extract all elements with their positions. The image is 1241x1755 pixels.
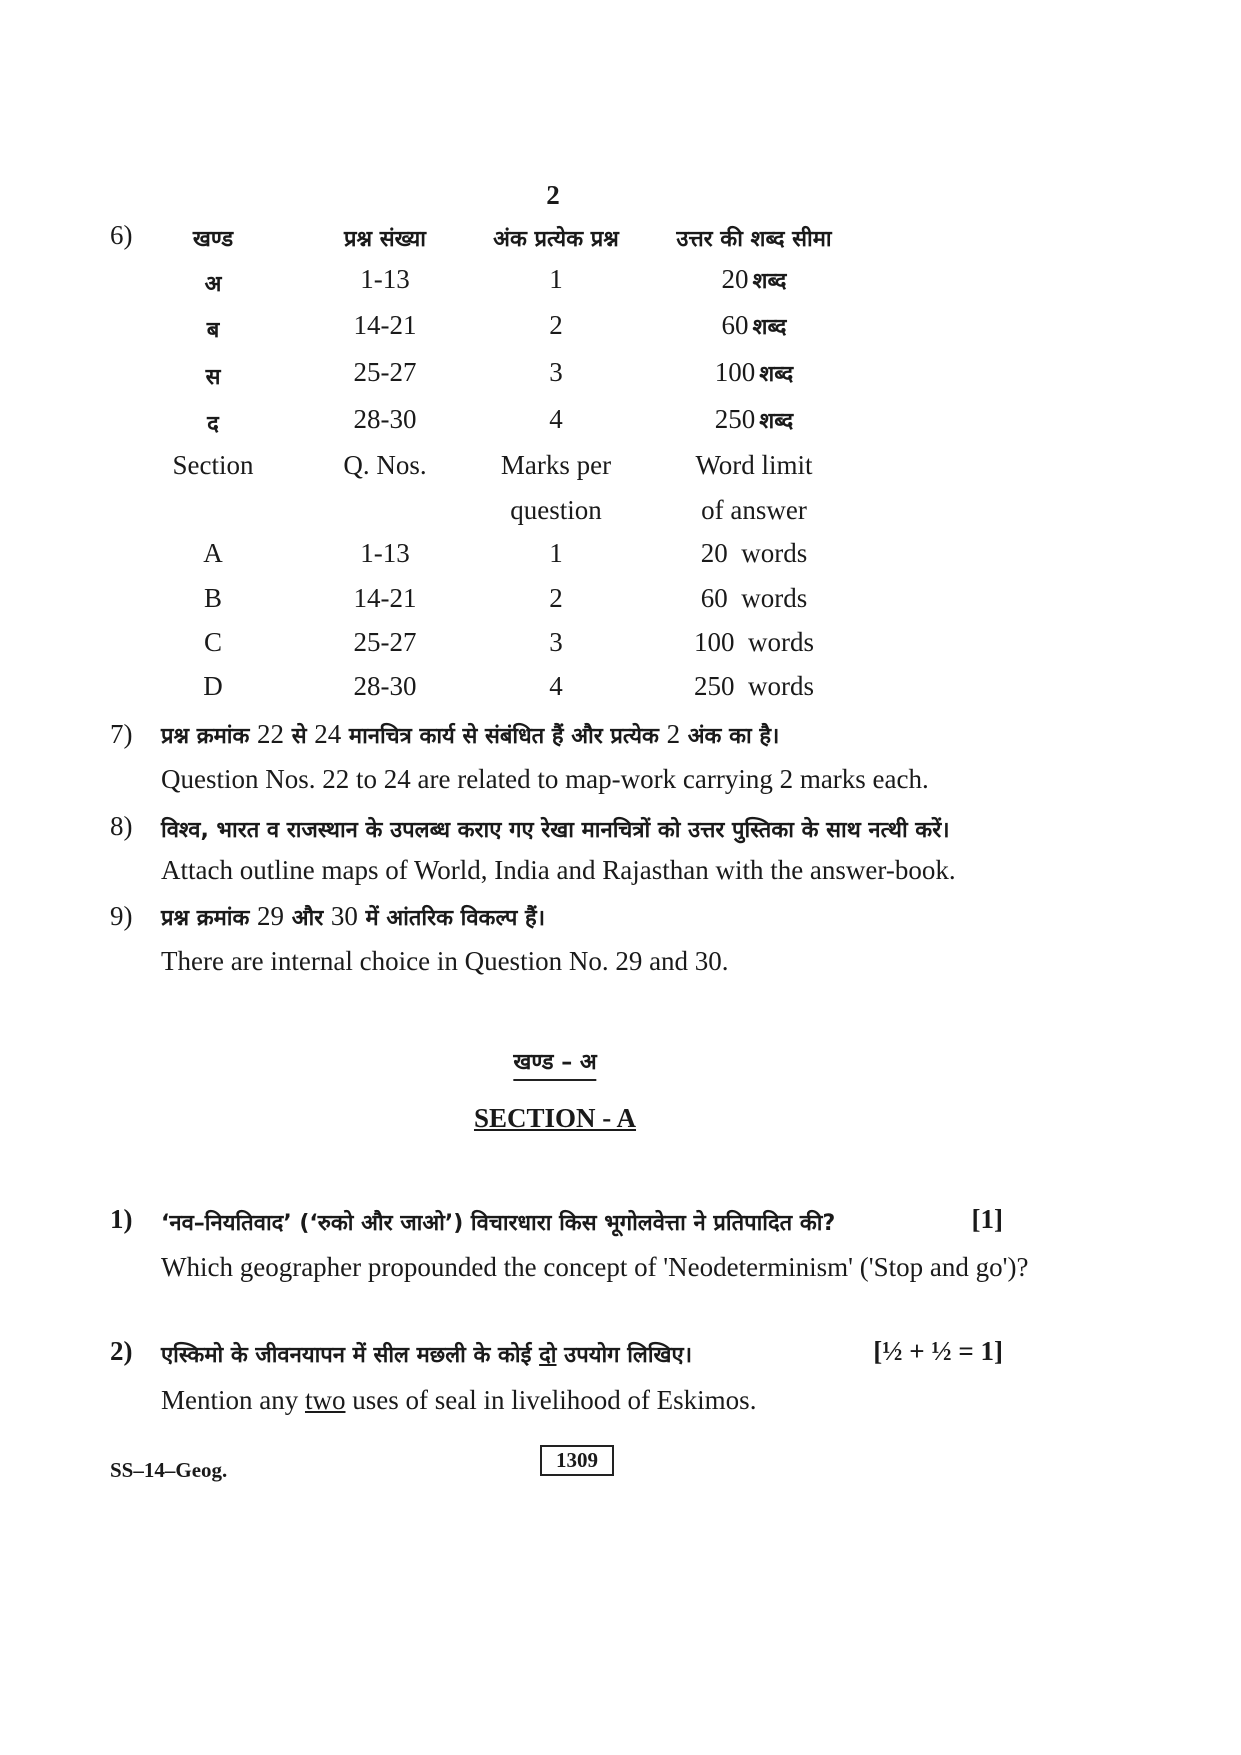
paper-code: SS–14–Geog. (110, 1458, 228, 1482)
hi-row-marks: 1 (549, 264, 563, 294)
hi-header-limit: उत्तर की शब्द सीमा (676, 227, 832, 252)
en-row-section: C (203, 627, 223, 657)
section-heading-hindi: खण्ड – अ (513, 1046, 596, 1076)
en-row-section: B (203, 583, 223, 613)
en-row-qnos: 28-30 (353, 671, 417, 701)
instruction-7-hindi: प्रश्न क्रमांक 22 से 24 मानचित्र कार्य से संबंधित हैं और प्रत्येक 2 अंक का है। (161, 719, 780, 749)
instruction-8-english: Attach outline maps of World, India and Rajasthan with the answer-book. (161, 855, 956, 885)
en-row-section: A (203, 538, 223, 568)
limit-number: 60 (721, 310, 749, 340)
section-heading-english: SECTION - A (473, 1103, 637, 1133)
en-row-limit: 20 words (700, 538, 808, 568)
en-header-marks-line1: Marks per (500, 450, 612, 480)
hi-row-limit (722, 264, 787, 295)
page-code-box: 1309 (540, 1445, 614, 1476)
item-number-6: 6) (110, 220, 133, 250)
hi-row-qnos: 28-30 (353, 404, 417, 434)
en-row-qnos: 14-21 (353, 583, 417, 613)
en-row-limit: 250 words (694, 671, 814, 701)
question-2-english: Mention any two uses of seal in livelihood of Eskimos. (161, 1385, 757, 1415)
hi-row-marks: 3 (549, 357, 563, 387)
hi-row-limit (715, 357, 793, 388)
instruction-8-hindi: विश्व, भारत व राजस्थान के उपलब्ध कराए गए रेखा मानचित्रों को उत्तर पुस्तिका के साथ नत्थी करें। (161, 818, 950, 843)
hi-row-qnos: 1-13 (360, 264, 410, 294)
question-1-marks: [1] (971, 1204, 1003, 1234)
instruction-9-hindi: प्रश्न क्रमांक 29 और 30 में आंतरिक विकल्प हैं। (161, 901, 546, 931)
en-row-marks: 1 (549, 538, 563, 568)
item-number-8: 8) (110, 811, 133, 841)
limit-unit: शब्द (752, 269, 787, 294)
en-row-marks: 2 (549, 583, 563, 613)
limit-number: 250 (714, 404, 756, 434)
page-number: 2 (546, 180, 560, 210)
question-number-2: 2) (110, 1336, 133, 1366)
limit-number: 20 (721, 264, 749, 294)
hi-row-section: अ (204, 272, 222, 297)
hi-header-marks: अंक प्रत्येक प्रश्न (493, 227, 619, 252)
en-row-limit: 60 words (700, 583, 808, 613)
en-row-limit: 100 words (694, 627, 814, 657)
en-header-section: Section (172, 450, 254, 480)
en-row-marks: 3 (549, 627, 563, 657)
hi-row-section: स (205, 365, 221, 390)
hi-row-qnos: 14-21 (353, 310, 417, 340)
hi-row-marks: 2 (549, 310, 563, 340)
limit-unit: शब्द (759, 409, 794, 434)
instruction-7-english: Question Nos. 22 to 24 are related to map-work carrying 2 marks each. (161, 764, 929, 794)
hi-row-section: ब (206, 318, 220, 343)
en-header-marks-line2: question (510, 495, 602, 525)
en-row-qnos: 1-13 (360, 538, 410, 568)
limit-number: 100 (714, 357, 756, 387)
hi-row-section: द (207, 412, 219, 437)
question-number-1: 1) (110, 1204, 133, 1234)
hi-header-section: खण्ड (192, 227, 234, 252)
en-row-qnos: 25-27 (353, 627, 417, 657)
hi-row-marks: 4 (549, 404, 563, 434)
instruction-9-english: There are internal choice in Question No. 29 and 30. (161, 946, 729, 976)
hi-header-qnos: प्रश्न संख्या (344, 227, 426, 252)
question-1-english: Which geographer propounded the concept of 'Neodeterminism' ('Stop and go')? (161, 1252, 1029, 1282)
en-header-limit-line2: of answer (701, 495, 807, 525)
limit-unit: शब्द (759, 362, 794, 387)
question-1-hindi: ‘नव–नियतिवाद’ (‘रुको और जाओ’) विचारधारा किस भूगोलवेत्ता ने प्रतिपादित की? (161, 1211, 836, 1236)
hi-row-limit (715, 404, 793, 435)
en-header-limit-line1: Word limit (695, 450, 813, 480)
en-row-marks: 4 (549, 671, 563, 701)
en-header-qnos: Q. Nos. (343, 450, 427, 480)
item-number-7: 7) (110, 719, 133, 749)
item-number-9: 9) (110, 901, 133, 931)
question-2-marks: [½ + ½ = 1] (873, 1336, 1003, 1366)
limit-unit: शब्द (752, 315, 787, 340)
hi-row-qnos: 25-27 (353, 357, 417, 387)
en-row-section: D (203, 671, 223, 701)
question-2-hindi: एस्किमो के जीवनयापन में सील मछली के कोई दो उपयोग लिखिए। (161, 1343, 693, 1368)
hi-row-limit (722, 310, 787, 341)
